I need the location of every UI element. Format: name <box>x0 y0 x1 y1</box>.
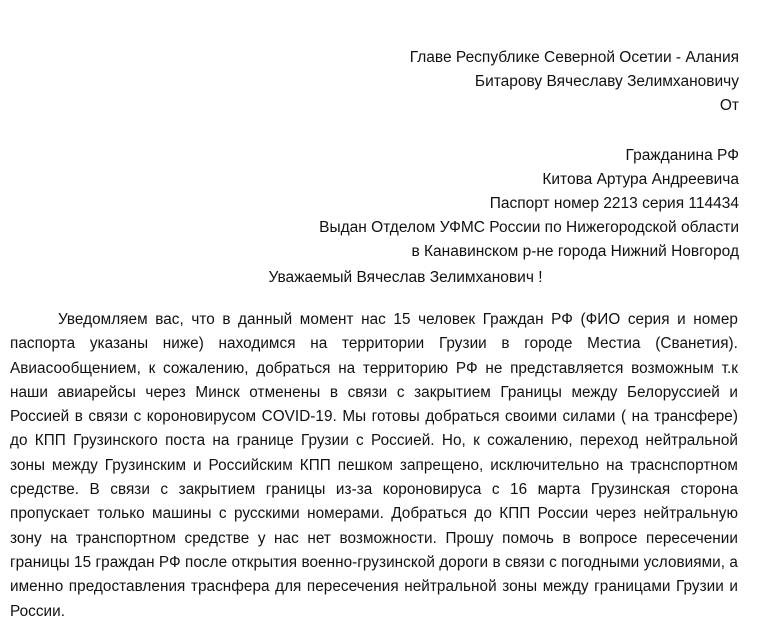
passport-number: Паспорт номер 2213 серия 114434 <box>489 195 739 212</box>
passport-issuer: Выдан Отделом УФМС России по Нижегородской области <box>319 219 739 236</box>
salutation: Уважаемый Вячеслав Зелимханович ! <box>268 269 543 286</box>
from-label: От <box>719 97 739 114</box>
recipient-name: Битарову Вячеславу Зелимхановичу <box>474 73 739 90</box>
recipient-line: Главе Республике Северной Осетии - Алания <box>409 49 739 66</box>
sender-name: Китова Артура Андреевича <box>542 171 739 188</box>
letter-body: Уведомляем вас, что в данный момент нас 15 человек Граждан РФ (ФИО серия и номер паспорта указаны ниже) находимся на территории Грузии в городе Местиа (Сванетия). Авиасообщением, к сожалению, добраться на территорию РФ не представляется возможным т.к наши авиарейсы через Минск отменены в связи с закрытием Границы между Белоруссией и Россией в связи с короновирусом COVID-19. Мы готовы добраться своими силами ( на трансфере) до КПП Грузинского поста на границе Грузии с Россией. Но, к сожалению, переход нейтральной зоны между Грузинским и Российским КПП пешком запрещено, исключительно на траснспортном средстве. В связи с закрытием границы из-за короновируса с 16 марта Грузинская сторона пропускает только машины с русскими номерами. Добраться до КПП России через нейтральную зону на транспортном средстве у нас нет возможности. Прошу помочь в вопросе пересечении границы 15 граждан РФ после открытия военно-грузинской дороги в связи с погодными условиями, а именно предоставления траснфера для пересечения нейтральной зоны между границами Грузии и России. <box>10 311 738 620</box>
letter-header <box>219 46 739 264</box>
passport-issuer-district: в Канавинском р-не города Нижний Новгород <box>411 243 739 260</box>
header-spacer <box>219 118 739 144</box>
sender-status: Гражданина РФ <box>625 147 739 164</box>
